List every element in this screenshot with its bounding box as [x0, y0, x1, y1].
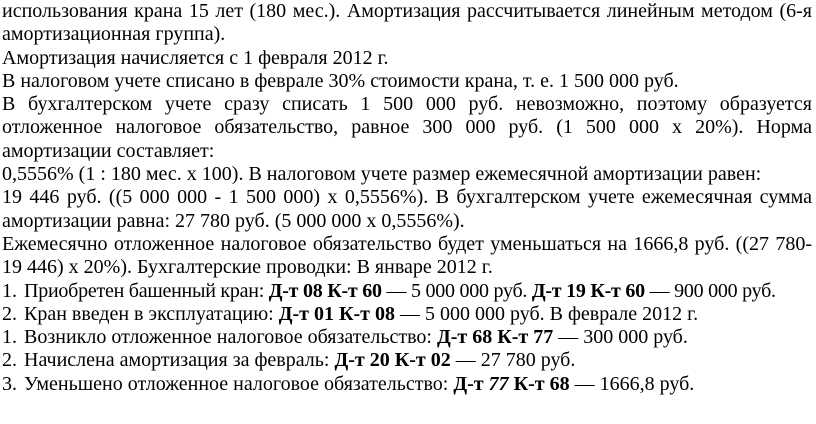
entry-number: 2. — [2, 302, 17, 325]
entry-text-part: Приобретен башенный кран: — [24, 279, 269, 302]
paragraph-4-line-3: амортизации составляет: — [2, 139, 215, 162]
entry-item — [2, 349, 812, 372]
entry-item — [2, 373, 812, 396]
entry-account-code-italic: 77 — [488, 372, 509, 395]
paragraph-5-line-1: 0,5556% (1 : 180 мес. х 100). В налоговом учете размер ежемесячной амортизации равен: — [2, 163, 762, 186]
entry-account-code: Д-т 19 К-т 60 — [531, 279, 645, 302]
entry-number: 3. — [2, 372, 17, 395]
entry-text-part: — 5 000 000 руб. — [381, 279, 532, 302]
entry-account-code: Д-т 01 К-т 08 — [278, 302, 395, 325]
entry-account-code: Д-т — [453, 372, 489, 395]
entry-number: 2. — [2, 349, 17, 372]
document-body — [2, 0, 812, 396]
entry-text-part: — 1666,8 руб. — [569, 372, 695, 395]
entry-account-code: К-т 68 — [508, 372, 570, 395]
entry-text — [24, 303, 812, 326]
entry-account-code: Д-т 20 К-т 02 — [334, 349, 451, 372]
entry-item — [2, 326, 812, 349]
paragraph-4-line-1: В бухгалтерском учете сразу списать 1 500 000 руб. невозможно, поэтому образуется — [2, 93, 812, 116]
entry-text-part: — 900 000 руб. — [644, 279, 776, 302]
entry-number: 1. — [2, 326, 17, 349]
entry-text-part: Возникло отложенное налоговое обязательство: — [24, 326, 437, 349]
entry-text-part: — 5 000 000 руб. В феврале 2012 г. — [394, 302, 699, 325]
entry-text — [24, 373, 812, 396]
paragraph-1-line-1: использования крана 15 лет (180 мес.). Амортизация рассчитывается линейным методом (6-я — [2, 0, 812, 22]
paragraph-1-line-2: амортизационная группа). — [2, 23, 226, 46]
entry-number: 1. — [2, 279, 17, 302]
entry-text-part: — 27 780 руб. — [450, 349, 576, 372]
entry-text-part: Уменьшено отложенное налоговое обязательство: — [24, 372, 454, 395]
entries-list — [2, 280, 812, 396]
paragraph-3: В налоговом учете списано в феврале 30% стоимости крана, т. е. 1 500 000 руб. — [2, 69, 679, 92]
entry-item — [2, 303, 812, 326]
entry-text-part: Начислена амортизация за февраль: — [24, 349, 335, 372]
entry-account-code: Д-т 08 К-т 60 — [268, 279, 382, 302]
entry-text — [24, 349, 812, 372]
paragraph-6-line-1: Ежемесячно отложенное налоговое обязательство будет уменьшаться на 1666,8 руб. ((27 780- — [2, 232, 812, 255]
entry-text-part: — 300 000 руб. — [553, 326, 688, 349]
paragraph-5-line-3: амортизации равна: 27 780 руб. (5 000 000 х 0,5556%). — [2, 209, 465, 232]
paragraph-2: Амортизация начисляется с 1 февраля 2012 г. — [2, 46, 389, 69]
paragraph-6-line-2: 19 446) х 20%). Бухгалтерские проводки: В январе 2012 г. — [2, 256, 493, 279]
entry-item — [2, 280, 812, 303]
entry-text — [24, 280, 812, 303]
entry-text-part: Кран введен в эксплуатацию: — [24, 302, 279, 325]
entry-text — [24, 326, 812, 349]
entry-account-code: Д-т 68 К-т 77 — [436, 326, 554, 349]
paragraph-4-line-2: отложенное налоговое обязательство, равное 300 000 руб. (1 500 000 х 20%). Норма — [2, 116, 812, 139]
paragraph-5-line-2: 19 446 руб. ((5 000 000 - 1 500 000) х 0,5556%). В бухгалтерском учете ежемесячная сумма — [2, 186, 812, 209]
